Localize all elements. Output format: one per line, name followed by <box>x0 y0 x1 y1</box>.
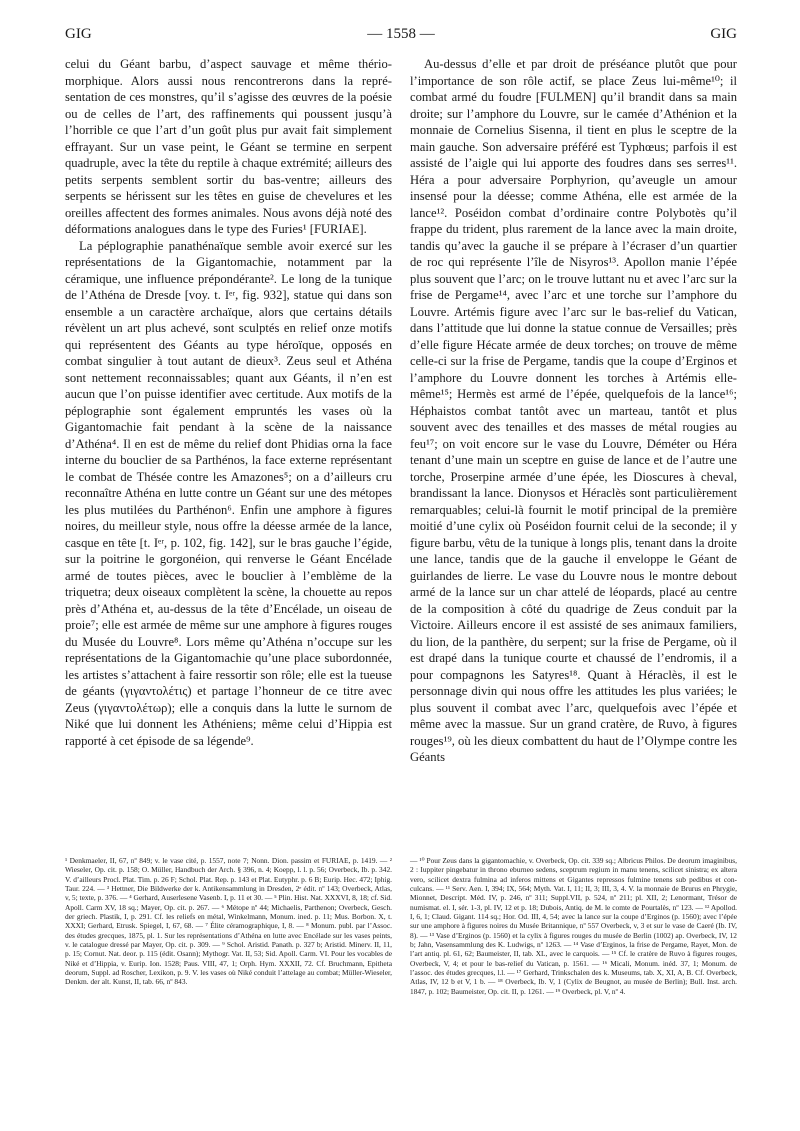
right-column <box>410 56 737 766</box>
header-left-word: GIG <box>65 26 92 42</box>
left-paragraph-2: La péplographie panathénaïque semble avoir exercé sur les représentations de la Gigantomachie, notamment par la céramique, une influence prépondérante². Le long de la tunique de l’Athéna de Dresde [voy. t. Iᵉʳ, fig. 932], statue qui dans son ensemble a un caractère archaïque, alors que certains détails révèlent un art plus achevé, sont sculptés en relief onze motifs qui représentent des Géants au type héroïque, opposés en combat singulier à tout autant de dieux³. Zeus seul et Athéna sont nettement reconnaissables; quant aux Géants, il n’en est aucun que l’on puisse identifier avec certitude. Aux motifs de la péplographie sont également empruntés les vases où la Gigantomachie fait pendant à la scène de la naissance d’Athéna⁴. Il en est de même du relief dont Phidias orna la face interne du bouclier de sa Parthénos, la face externe représentant le combat de Thésée contre les Amazones⁵; on a d’ailleurs cru reconnaître Athéna en lutte contre un Géant sur une des métopes les plus mutilées du Parthénon⁶. Enfin une amphore à figures noires, du meilleur style, nous offre la déesse armée de la lance, casque en tête [t. Iᵉʳ, p. 102, fig. 142], sur le bras gauche l’égide, sur la poitrine le gorgonéion, qui renverse le Géant Encélade armé de toutes pièces, avec le bouclier à l’emblème de la triquetra; deux oiseaux complètent la scène, la chouette au repos près d’Athéna et, au-dessus de la tête d’Encélade, un oiseau de proie⁷; elle est armée de même sur une amphore à figures rouges du Musée du Louvre⁸. Lors même qu’Athéna n’occupe sur les représentations de la Gigantomachie qu’une place subordonnée, les artistes s’attachent à faire ressortir son rôle; elle est la tueuse de géants (γιγαντολέτις) et partage l’honneur de ce titre avec Zeus (γιγαντολέτωρ); elle a conquis dans la lutte le surnom de Niké que lui donnent les Athéniens; même celui d’Hippia est rapporté à cet épisode de sa légende⁹. <box>65 238 392 748</box>
footnotes-right-text: — ¹⁰ Pour Zeus dans la gigantomachie, v. Overbeck, Op. cit. 339 sq.; Albricus Philos. De deorum imaginibus, 2 : Iuppiter pingebatur in throno eburneo sedens, sceptrum regium in manu tenens, scilicet sinistra; ex altera vero, scilicet dextra fulmina ad inferos mittens et Gigantes repressos fulmine tenens sub pedibus et conculcans. — ¹¹ Serv. Aen. I, 394; IX, 564; Myth. Vat. I, 11; II, 3; III, 3, 4. V. la monnaie de Brurus en Phrygie, Mionnet, Descript. Méd. IV, p. 246, nº 311; Suppl.VII, p. 524, nº 211; pl. XII, 2; Lenormant, Trésor de numismat. el. I, sér. 1-3, pl. IV, 12 et p. 18; Dubois, Antiq. de M. le comte de Pourtalès, nº 123. — ¹² Apollod. I, 6, 1; Claud. Gigant. 114 sq.; Hor. Od. III, 4, 54; avec la lance sur la coupe d’Erginos (p. 1560); avec l’épée sur une amphore à figures noires du Musée Britannique, nº 557 Overbeck, v, 3 et sur le vase de Caeré (Ib. IV, 8). — ¹³ Vase d’Erginos (p. 1560) et la cylix à figures rouges du musée de Berlin (1002) ap. Overbeck, IV, 12 b; Jahn, Vasensammlung des K. Ludwigs, nº 1263. — ¹⁴ Vase d’Erginos, la frise de Pergame, Rayet, Mon. de l’art antiq. pl. 61, 62; Baumeister, II, tab. XL, avec le carquois. — ¹⁵ Cf. le cratère de Ruvo à figures rouges, Overbeck, V, 4; et pour le bas-relief du Vatican, p. 1561. — ¹⁶ Micali, Monum. inéd. 37, 1; Monum. de l’assoc. des études grecques, l.l. — ¹⁷ Gerhard, Trinkschalen des k. Museums, tab. X, XI, A, B. Cf. Overbeck, Atlas, IV, 12 b et V, 1 b. — ¹⁸ Overbeck, Ib. V, 1 (Cylix de Beugnot, au musée de Berlin); Bull. Inst. arch. 1847, p. 102; Baumeister, Op. cit. II, p. 1261. — ¹⁹ Overbeck, pl. V, nº 4. <box>410 856 737 996</box>
footnotes-left-text: ¹ Denkmaeler, II, 67, nº 849; v. le vase cité, p. 1557, note 7; Nonn. Dion. passim et FURIAE, p. 1419. — ² Wieseler, Op. cit. p. 158; O. Müller, Handbuch der Arch. § 396, n. 4; Koepp, l. l. p. 56; Overbeck, Ib. p. 342. V. d’ailleurs Procl. Plat. Tim. p. 26 F; Schol. Plat. Rep. p. 143 et Plat. Eutyphr. p. 6 B; Eurip. Hec. 472; Iphig. Taur. 224. — ³ Hettner, Die Bildwerke der k. Antikensammlung in Dresden, 2ᵉ édit. nº 143; Overbeck, Atlas, v, 5; texte, p. 376. — ⁴ Gerhard, Auserlesene Vasenb. I, p. 11 et 30. — ⁵ Plin. Hist. Nat. XXXVI, 8, 18; cf. Sid. Apoll. Carm XV, 18 sq.; Mayer, Op. cit. p. 267. — ⁶ Métope nº 44; Michaelis, Parthenon; Overbeck, Gesch. der griech. Plastik, I, p. 291. Cf. les reliefs en métal, Winkelmann, Monum. ined. p. 11; Mus. Borbon. X, t. XXXI; Gerhard, Etrusk. Spiegel, I, 67, 68. — ⁷ Élite céramographique, I, 8. — ⁸ Monum. publ. par l’Assoc. des études grecques, 1875, pl. 1. Sur les représentations d’Athéna en lutte avec Encélade sur les vases peints, v. le catalogue dressé par Mayer, Op. cit. p. 309. — ⁹ Schol. Aristid. Panath. p. 327 b; Aristid. Minerv. II, 11, p. 15; Cornut. Nat. deor. p. 115 (édit. Osann); Mythogr. Vat. II, 53; Sid. Apoll. Carm. VI. Pour les vocables de Niké et d’Hippia, v. Eurip. Ion. 1528; Paus. VIII, 47, 1; Orph. Hym. XXXII, 72. Cf. Bruchmann, Epitheta deorum, Suppl. ad Roscher, Lexikon, p. 9. V. les vases où Niké conduit l’attelage au combat; Müller-Wieseler, Denkm. der alt. Kunst, II, tab. 66, nº 843. <box>65 856 392 987</box>
left-column <box>65 56 392 749</box>
header-right-word: GIG <box>710 26 737 42</box>
right-paragraph-1: Au-dessus d’elle et par droit de préséance plutôt que pour l’importance de son rôle actif, se place Zeus lui-même¹⁰; il combat armé du foudre [FULMEN] qu’il brandit dans sa main droite; sur l’amphore du Louvre, sur le camée d’Athénion et la monnaie de Cornelius Sisenna, il tient en plus le sceptre de la main gauche. Son adversaire préféré est Typhœus; parfois il est assisté de l’aigle qui lui apporte des foudres dans ses serres¹¹. Héra a pour adversaire Porphyrion, qu’aveugle un amour insensé pour la déesse; comme Athéna, elle est armée de la lance¹². Poséidon combat d’ordinaire contre Polybotès qu’il frappe du trident, plus rarement de la lance avec la main droite, tandis qu’avec la gauche il se prépare à l’écraser d’un quartier de roc qui représente l’île de Nisyros¹³. Apollon manie l’épée plus souvent que l’arc; on le trouve luttant nu et avec l’arc sur la frise de Pergame¹⁴, avec l’arc et une torche sur l’amphore du Louvre. Artémis figure avec l’arc sur le bas-relief du Vatican, dans l’attitude que lui donne la statue connue de Versailles; près d’elle figure Hécate armée de deux torches; on trouve de même celle-ci sur la frise de Pergame, tandis que la coupe d’Erginos et l’amphore du Louvre donnent les torches à Artémis elle-même¹⁵; Hermès est armé de l’épée, quelquefois de la lance¹⁶; Héphaistos combat tantôt avec un marteau, tantôt et plus souvent avec des tenailles et des masses de métal rougies au feu¹⁷; on voit encore sur le vase du Louvre, Déméter ou Héra tenant d’une main un sceptre en guise de lance et de l’autre une torche, Proserpine armée d’une épée, les Dioscures à cheval, brandissant la lance. Dionysos et Héraclès sont particulièrement remarquables; celui-là fournit le motif principal de la première moitié d’une cylix où Poséidon fournit celui de la seconde; il y figure barbu, vêtu de la tunique à longs plis, tenant dans la droite une lance, tandis que de la gauche il enveloppe le Géant de guirlandes de lierre. Le vase du Louvre nous le montre debout armé de la lance sur un char attelé de léopards, placé au centre de la composition à côté du quadrige de Zeus conduit par la Victoire. Ailleurs encore il est assisté de ses animaux familiers, du lion, de la panthère, du serpent; sur la frise de Pergame, où il est drapé dans la tunique courte et chaussé de l’endromis, il a pour compagnons les Satyres¹⁸. Quant à Héraclès, il est le personnage divin qui nous offre les attitudes les plus variées; le plus souvent il combat avec l’arc, quelquefois avec l’épée et même avec la massue. Sur un grand cratère, de Ruvo, à figures rouges¹⁹, où les dieux combattent du haut de l’Olympe contre les Géants <box>410 57 737 764</box>
page-header <box>65 26 737 48</box>
footnotes-left <box>65 856 392 987</box>
footnotes-right <box>410 856 737 996</box>
page-number: — 1558 — <box>367 26 435 42</box>
left-paragraph-1: celui du Géant barbu, d’aspect sauvage et même thériomorphique. Alors aussi nous rencontrerons dans la représentation de ces monstres, qu’il s’agisse des œuvres de la poésie ou de celles de l’art, des raffinements qui poussent jusqu’à l’horrible ce que l’art d’un goût plus pur avait fait simplement effrayant. Sur un vase peint, le Géant se termine en serpent quadruple, avec la tête du reptile à chaque extrémité; ailleurs des petits serpents semblent sortir du bas-ventre; ailleurs des serpents se hérissent sur les têtes en guise de chevelures et les oreilles affectent des formes animales. Nous avons déjà noté des déformations analogues dans le type des Furies¹ [FURIAE]. <box>65 57 392 236</box>
